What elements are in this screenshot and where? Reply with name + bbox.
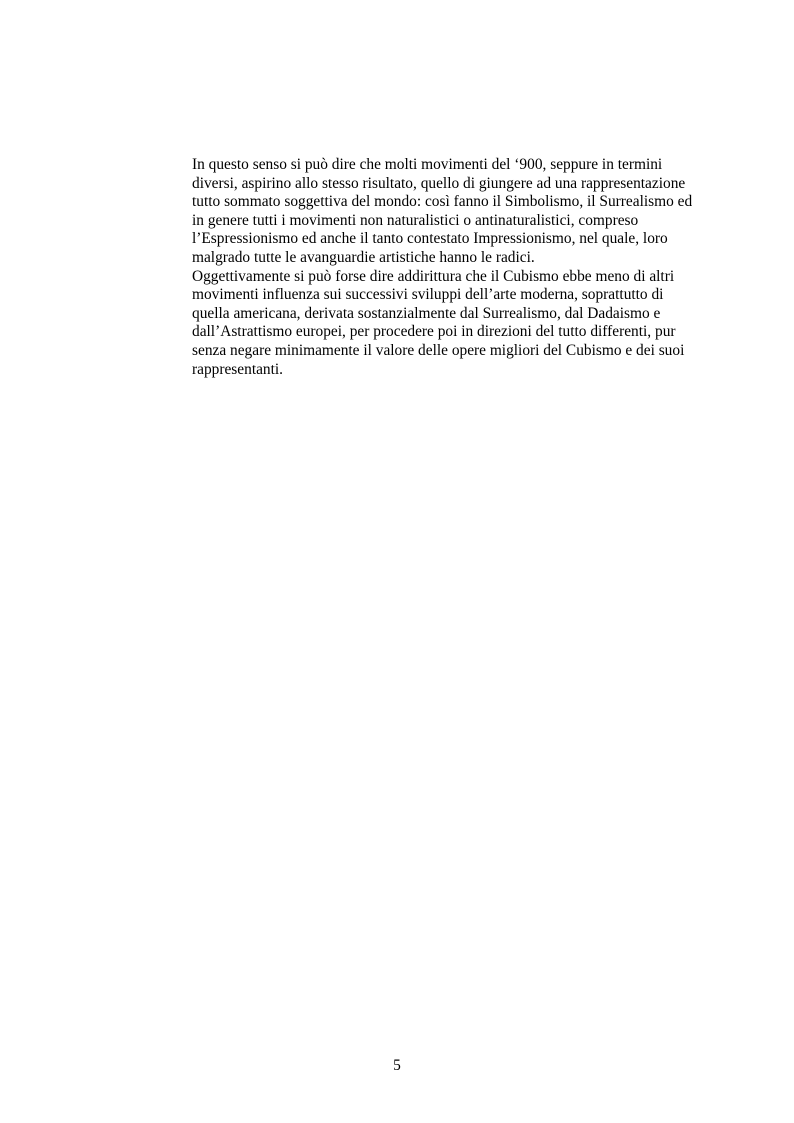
text-line: diversi, aspirino allo stesso risultato, quello di giungere ad una rappresentazione <box>192 174 686 192</box>
text-line: quella americana, derivata sostanzialmente dal Surrealismo, dal Dadaismo e <box>192 304 661 322</box>
text-line: senza negare minimamente il valore delle opere migliori del Cubismo e dei suoi <box>192 341 685 359</box>
paragraph-2 <box>192 268 722 380</box>
text-line: rappresentanti. <box>192 360 284 378</box>
text-line: Oggettivamente si può forse dire addirittura che il Cubismo ebbe meno di altri <box>192 267 675 285</box>
text-line: l’Espressionismo ed anche il tanto contestato Impressionismo, nel quale, loro <box>192 230 668 248</box>
text-line: dall’Astrattismo europei, per procedere poi in direzioni del tutto differenti, pur <box>192 323 676 341</box>
text-line: tutto sommato soggettiva del mondo: così fanno il Simbolismo, il Surrealismo ed <box>192 193 693 211</box>
text-line: In questo senso si può dire che molti movimenti del ‘900, seppure in termini <box>192 156 663 173</box>
text-line: movimenti influenza sui successivi sviluppi dell’arte moderna, soprattutto di <box>192 286 664 304</box>
page-number: 5 <box>393 1057 401 1074</box>
text-line: in genere tutti i movimenti non naturalistici o antinaturalistici, compreso <box>192 211 639 229</box>
text-line: malgrado tutte le avanguardie artistiche hanno le radici. <box>192 248 535 266</box>
body-text <box>192 156 722 379</box>
paragraph-1 <box>192 156 722 268</box>
